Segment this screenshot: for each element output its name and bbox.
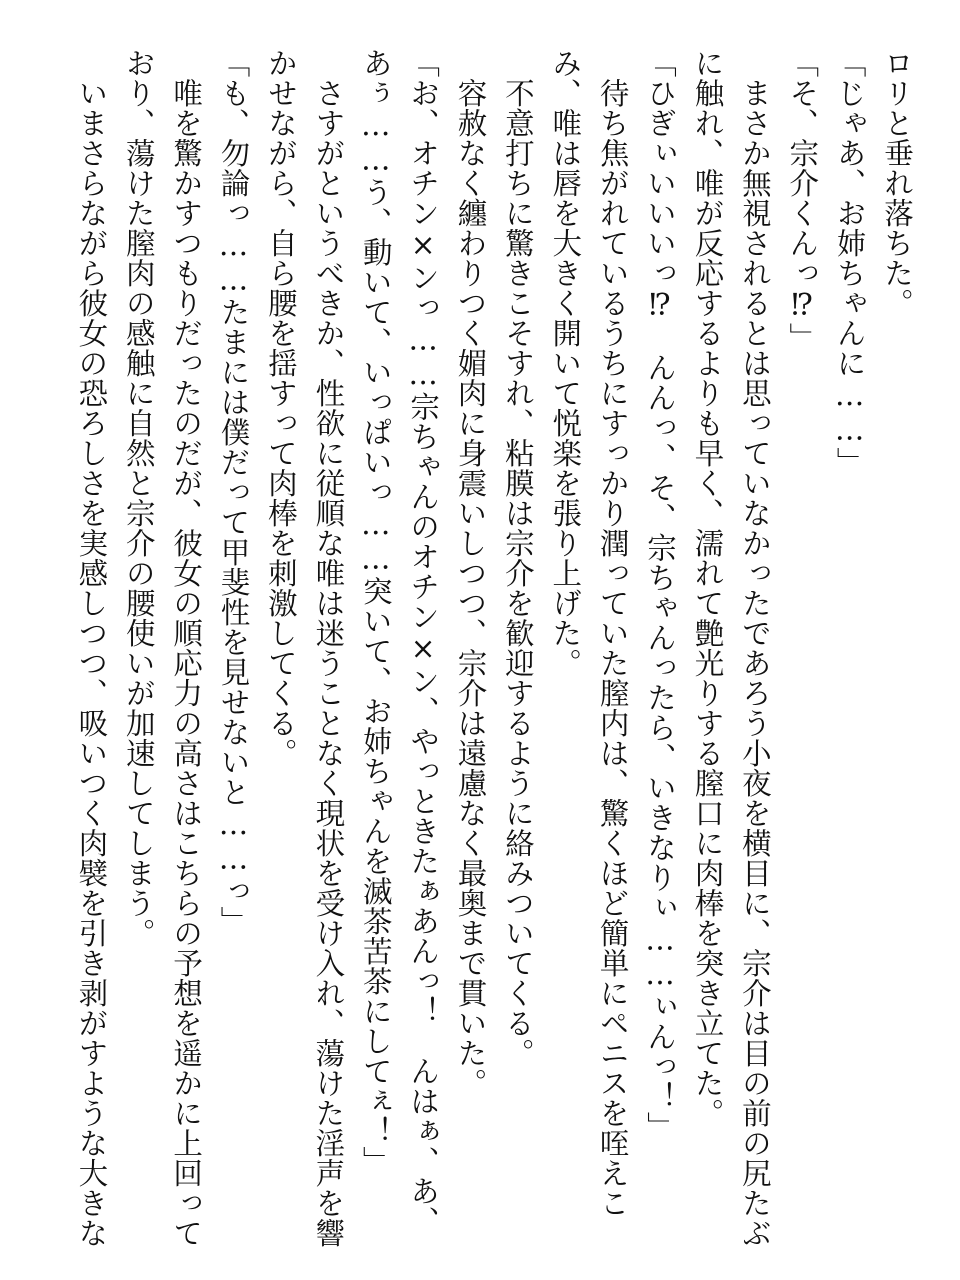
text-line: おり、蕩けた膣肉の感触に自然と宗介の腰使いが加速してしまう。	[121, 48, 156, 948]
text-line: ロリと垂れ落ちた。	[880, 48, 914, 318]
text-line: 不意打ちに驚きこそすれ、粘膜は宗介を歓迎するように絡みついてくる。	[500, 48, 535, 1068]
text-line: いまさらながら彼女の恐ろしさを実感しつつ、吸いつく肉襞を引き剥がすような大きな	[74, 48, 109, 1248]
text-line: かせながら、自ら腰を揺すって肉棒を刺激してくる。	[263, 48, 298, 768]
text-line: 「ひぎぃいいいっ⁉ んんっ、そ、宗ちゃんったら、いきなりぃ……ぃんっ！」	[643, 48, 678, 1142]
text-line: まさか無視されるとは思っていなかったであろう小夜を横目に、宗介は目の前の尻たぶ	[737, 48, 772, 1248]
text-line: 唯を驚かすつもりだったのだが、彼女の順応力の高さはこちらの予想を遥かに上回って	[169, 48, 204, 1248]
text-line: 「じゃあ、お姉ちゃんに……」	[832, 48, 867, 477]
text-line: 「そ、宗介くんっ⁉」	[785, 48, 820, 353]
text-line: さすがというべきか、性欲に従順な唯は迷うことなく現状を受け入れ、蕩けた淫声を響	[311, 48, 346, 1248]
text-line: 容赦なく纏わりつく媚肉に身震いしつつ、宗介は遠慮なく最奥まで貫いた。	[453, 48, 488, 1098]
text-line: に触れ、唯が反応するよりも早く、濡れて艶光りする膣口に肉棒を突き立てた。	[690, 48, 725, 1128]
text-line: 待ち焦がれているうちにすっかり潤っていた膣内は、驚くほど簡単にペニスを咥えこ	[595, 48, 630, 1218]
vertical-text-block	[20, 48, 920, 1248]
text-line: 「お、オチン×ンっ……宗ちゃんのオチン×ン、やっときたぁあんっ！ んはぁ、あ、	[406, 48, 441, 1236]
text-line: 「も、勿論っ……たまには僕だって甲斐性を見せないと……っ」	[216, 48, 251, 936]
text-line: み、唯は唇を大きく開いて悦楽を張り上げた。	[548, 48, 583, 678]
text-line: あぅ……う、動いて、いっぱいっ……突いて、お姉ちゃんを滅茶苦茶にしてぇ！」	[358, 48, 393, 1176]
